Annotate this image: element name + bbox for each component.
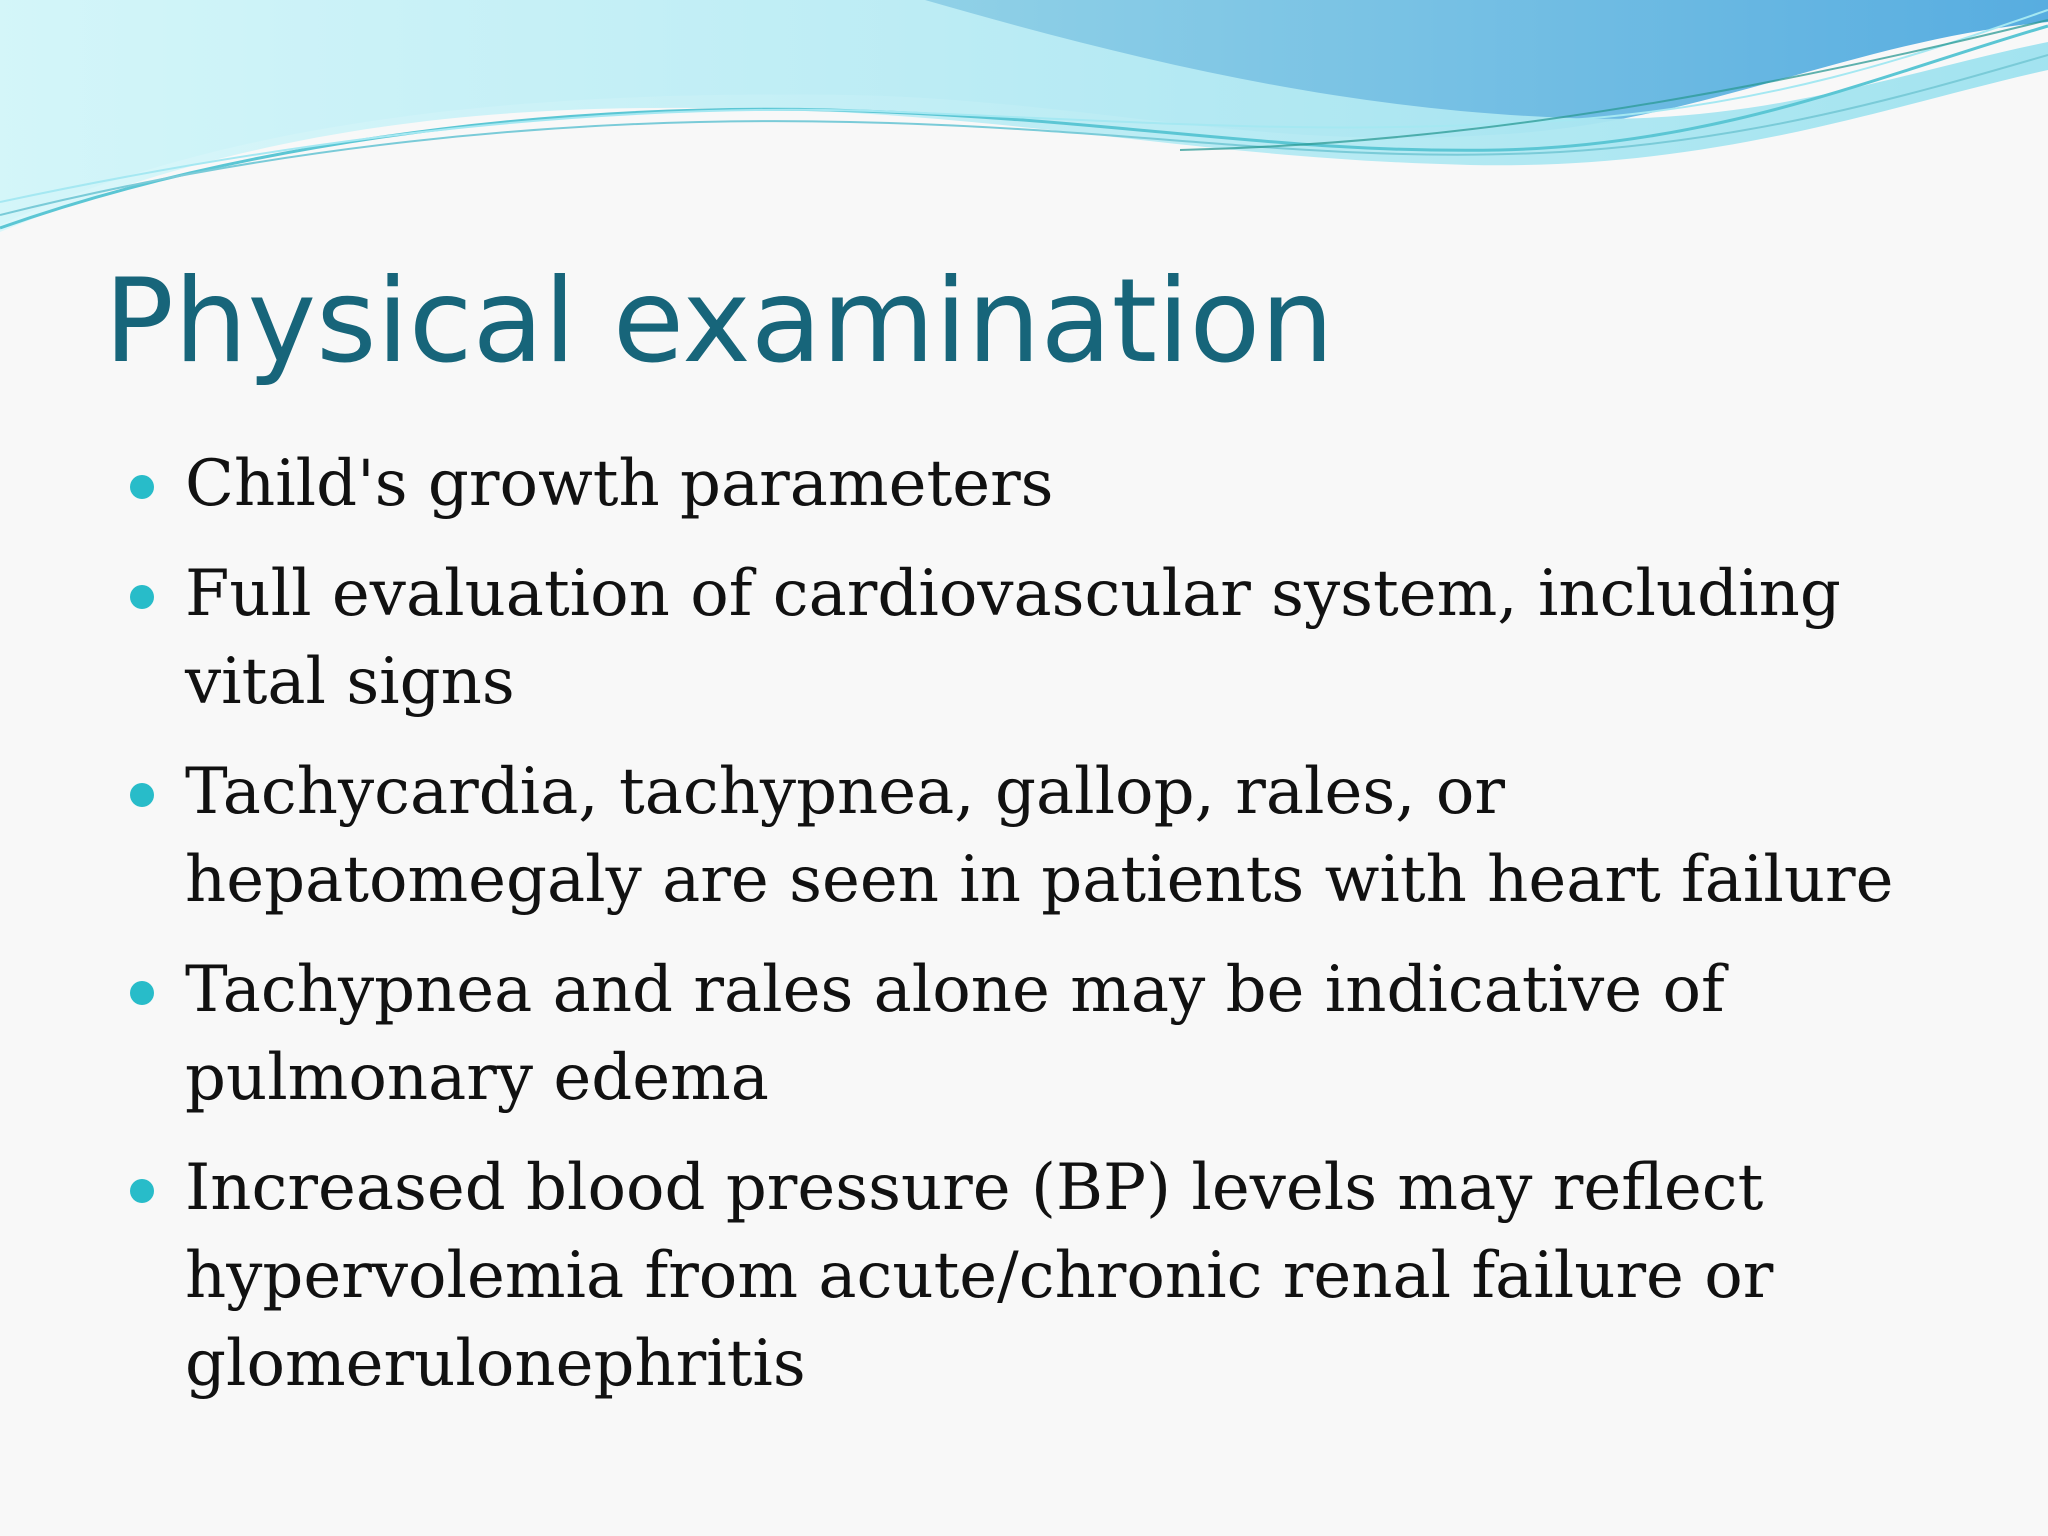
bullet-dot-icon [130, 783, 154, 807]
slide-title: Physical examination [104, 254, 1334, 389]
bullet-dot-icon [130, 475, 154, 499]
bullet-text: Full evaluation of cardiovascular system, including vital signs [185, 557, 1841, 719]
bullet-text: Increased blood pressure (BP) levels may reflect hypervolemia from acute/chronic renal failure or glomerulonephritis [185, 1151, 1774, 1401]
bullet-dot-icon [130, 1179, 154, 1203]
bullet-dot-icon [130, 585, 154, 609]
bullet-text: Tachycardia, tachypnea, gallop, rales, or hepatomegaly are seen in patients with heart failure [185, 755, 1894, 917]
bullet-item-cardiovascular [130, 550, 1980, 726]
bullet-list [130, 440, 1980, 1430]
bullet-dot-icon [130, 981, 154, 1005]
bullet-item-growth [130, 440, 1980, 528]
bullet-item-pulmonary-edema [130, 946, 1980, 1122]
bullet-item-blood-pressure [130, 1144, 1980, 1408]
bullet-item-heart-failure [130, 748, 1980, 924]
bullet-text: Tachypnea and rales alone may be indicative of pulmonary edema [185, 953, 1725, 1115]
bullet-text: Child's growth parameters [185, 447, 1054, 521]
decorative-wave-header [0, 0, 2048, 260]
